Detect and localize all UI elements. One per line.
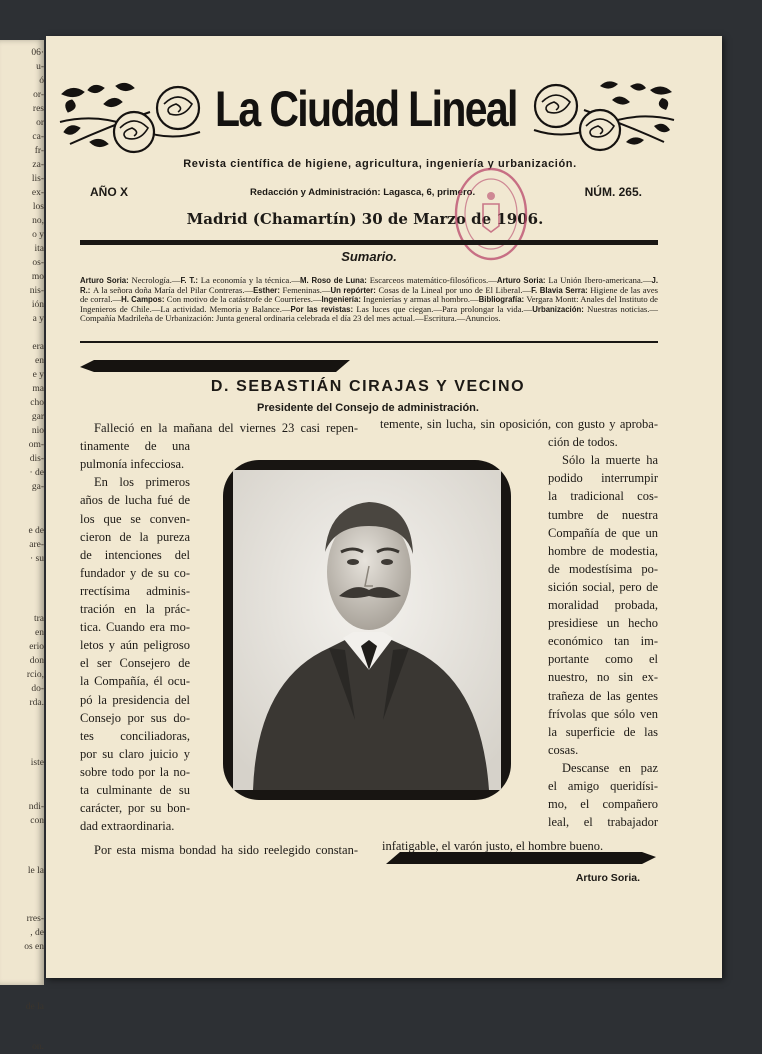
previous-page-text-fragment: nis- [29, 286, 44, 296]
article-right-line: nuestro, no sin ex- [548, 670, 658, 685]
article-right-line: la tradicional cos- [548, 489, 658, 504]
library-stamp-icon [453, 166, 529, 262]
issue-info-row [90, 183, 650, 201]
previous-page-text-fragment: os en [24, 942, 44, 952]
article-left-line: por su claro juicio y [80, 746, 190, 761]
previous-page-text-fragment: e y [32, 370, 44, 380]
issue-number: NÚM. 265. [584, 185, 642, 199]
previous-page-text-fragment: a y [32, 314, 44, 324]
previous-page-text-fragment: ma [32, 384, 44, 394]
article-left-line: años de lucha fué de [80, 493, 190, 508]
article-right-line: cosas. [548, 742, 579, 757]
article-left-line: tración en la prác- [80, 602, 190, 616]
article-left-line: dad extraordinaria. [80, 819, 175, 834]
previous-page-text-fragment: fr- [34, 146, 44, 156]
previous-page-text-fragment: iste [30, 758, 44, 768]
article-right-line: Descanse en paz [562, 760, 658, 775]
previous-page-text-fragment: gar [31, 412, 44, 422]
sumario-entry-text: La economía y la técnica.— [200, 275, 300, 285]
sumario-entry-text: Con motivo de la catástrofe de Courrieres.— [166, 294, 322, 305]
left-rose-ornament-icon [60, 82, 202, 154]
article-left-line: la Compañía, él ocu- [80, 674, 190, 689]
article-left-line: cieron de la pureza [80, 529, 190, 544]
sumario-entry-text: Vergara Montt: Anales del Instituto de Ingenieros de Chile.—La actividad. Memoria y Balance.— [80, 294, 658, 314]
article-left-line: En los primeros [94, 475, 190, 490]
article-left-line: el ser Consejero de [80, 656, 190, 671]
article-left-line: tica. Cuando era mo- [80, 620, 190, 635]
previous-page-text-fragment: nio [31, 426, 44, 436]
previous-page-text-fragment: rda. [29, 698, 44, 708]
sumario-entry-text: Femeninas.— [282, 284, 331, 295]
previous-page-text-fragment: os- [32, 258, 44, 268]
sumario-bottom-rule [80, 341, 658, 343]
sumario-author: F. Blavia Serra: [531, 285, 591, 295]
sumario-author: Por las revistas: [290, 304, 357, 314]
sumario-entry-text: A la señora doña María del Pilar Contreras.— [92, 284, 254, 295]
previous-page-text-fragment: za- [32, 160, 44, 170]
sumario-entry-text: Cosas de la Lineal por uno de El Liberal.— [378, 284, 532, 295]
article-title: D. SEBASTIÁN CIRAJAS Y VECINO [210, 378, 526, 395]
sumario-author: Arturo Soria: [496, 276, 549, 285]
previous-page-text-fragment: are- [29, 540, 44, 550]
previous-page-text-fragment: ex- [31, 188, 44, 198]
sumario-entry-text: Ingenierías y armas al hombro.— [363, 294, 479, 305]
previous-page-text-fragment: ita [34, 244, 44, 254]
masthead-title: La Ciudad Lineal [215, 81, 517, 137]
previous-page-text-fragment: ión [31, 300, 44, 310]
sumario-author: Un repórter: [330, 285, 379, 295]
sumario-author: Bibliografía: [478, 295, 527, 305]
article-right-line: Sólo la muerte ha [562, 453, 658, 468]
sumario-entry-text: Necrología.— [131, 275, 181, 285]
previous-page-text-fragment: ó [39, 76, 44, 86]
article-left-line: sobre todo por la no- [80, 764, 190, 779]
sumario-contents [80, 276, 658, 324]
previous-page-text-fragment: rres- [26, 914, 44, 924]
sumario-author: Urbanización: [532, 304, 588, 314]
header-rule [80, 240, 658, 245]
article-right-line: tumbre de nuestra [548, 507, 658, 522]
previous-page-text-fragment: en [35, 628, 44, 638]
article-left-line: tes conciliadoras, [80, 728, 190, 743]
sumario-title: Sumario. [341, 249, 397, 264]
article-left-line: carácter, por su bon- [80, 801, 190, 816]
right-rose-ornament-icon [532, 80, 674, 152]
article-left-line: Por esta misma bondad ha sido reelegido constan- [94, 843, 358, 858]
man-portrait-icon [233, 470, 501, 790]
article-left-line: los que se conven- [80, 511, 190, 526]
article-left-line: Falleció en la mañana del viernes 23 casi repen- [94, 421, 358, 435]
sumario-author: H. Campos: [121, 295, 167, 305]
sumario-author: F. T.: [180, 276, 201, 285]
previous-page-text-fragment: , de [30, 928, 44, 938]
article-right-line: podido interrumpir [548, 471, 658, 486]
article-right-line: presidiese un hecho [548, 616, 658, 631]
issue-date: Madrid (Chamartín) 30 de Marzo de 1906. [186, 210, 544, 228]
article-left-line: Consejo por sus do- [80, 710, 190, 725]
article-right-line: sición social, pero de [548, 579, 658, 594]
sumario-author: J. R.: [80, 276, 659, 295]
sumario-author: Ingeniería: [321, 295, 364, 305]
article-right-line: temente, sin lucha, sin oposición, con gusto y aproba- [380, 417, 658, 431]
article-right-line: la superficie de las [548, 724, 658, 739]
previous-page-text-fragment: ca- [32, 132, 44, 142]
article-left-line: fundador y de su co- [80, 565, 190, 580]
sumario-author: M. Roso de Luna: [299, 276, 370, 285]
previous-page-text-fragment: dis- [29, 454, 44, 464]
article-right-line: mo, el compañero [548, 797, 658, 812]
article-left-line: de intenciones del [80, 547, 190, 562]
previous-page-text-fragment: no, [32, 216, 44, 226]
previous-page-text-fragment: lis- [31, 174, 44, 184]
previous-page-text-fragment: de la [25, 1002, 44, 1012]
article-right-line: el amigo queridísi- [548, 779, 658, 793]
previous-page-text-fragment: rcio, [26, 670, 44, 680]
sumario-author: Esther: [253, 285, 283, 295]
previous-page-text-fragment: res [32, 104, 44, 114]
previous-page-text-fragment: don [29, 656, 44, 666]
previous-page-text-fragment: era [32, 342, 44, 352]
sumario-entry-text: Higiene de las aves de corral.— [80, 284, 658, 305]
article-left-line: letos y aún peligroso [80, 638, 190, 653]
previous-page-text-fragment: cho [30, 398, 44, 408]
article-right-line: moralidad probada, [548, 598, 658, 612]
article-right-line: trañeza de las gentes [548, 688, 658, 703]
article-right-line: de modestísima po- [548, 561, 658, 576]
previous-page-text-fragment: or [36, 118, 44, 128]
top-left-banner [80, 358, 350, 374]
article-right-line: ción de todos. [548, 435, 618, 450]
sumario-author: Arturo Soria: [80, 276, 132, 285]
sumario-entry-text: Las luces que ciegan.—Para prolongar la vida.— [356, 303, 533, 314]
previous-page-text-fragment: le la [27, 866, 44, 876]
article-right-line: portante como el [548, 652, 658, 667]
article-right-line: hombre de modestia, [548, 543, 658, 558]
previous-page-text-fragment: e de [28, 526, 44, 536]
article-subtitle: Presidente del Consejo de administración. [257, 402, 479, 414]
previous-page-text-fragment: 06· [31, 48, 44, 58]
sumario-entry-text: La Unión Ibero-americana.— [548, 275, 652, 285]
previous-page-text-fragment: los [32, 202, 44, 212]
previous-page-text-fragment: en [35, 356, 44, 366]
portrait-photo [233, 470, 501, 790]
previous-page-text-fragment: erio [29, 642, 44, 652]
sumario-entry-text: Nuestras noticias.—Compañía Madrileña de Urbanización: Junta general ordinaria celebrada el día 23 del mes actual.—Escritura.—Anuncios. [80, 303, 659, 324]
previous-page-text-fragment: mo [31, 272, 44, 282]
previous-page-text-fragment: u- [36, 62, 44, 72]
previous-page-text-fragment: con [30, 816, 44, 826]
previous-page-text-fragment: om- [28, 440, 44, 450]
article-left-line: pó la presidencia del [80, 692, 190, 707]
article-left-line: tinamente de una [80, 439, 190, 454]
previous-page-text-fragment: ndi- [28, 802, 44, 812]
previous-page-text-fragment: ga- [31, 482, 44, 492]
article-left-line: rrectísima adminis- [80, 583, 190, 598]
previous-page-edge [0, 40, 44, 1052]
article-right-line: Compañía de que un [548, 525, 658, 540]
editorial-address: Redacción y Administración: Lagasca, 6, primero. [250, 187, 476, 198]
article-right-line: infatigable, el varón justo, el hombre bueno. [382, 839, 604, 854]
article-left-line: pulmonía infecciosa. [80, 457, 185, 472]
previous-page-text-fragment: do- [31, 684, 44, 694]
previous-page-text-fragment: on. [32, 1042, 44, 1052]
masthead-subtitle: Revista científica de higiene, agricultura, ingeniería y urbanización. [183, 158, 577, 170]
previous-page-text-fragment: tra [33, 614, 44, 624]
sumario-entry-text: Escarceos matemático-filosóficos.— [369, 275, 497, 285]
issue-year: AÑO X [90, 185, 129, 199]
article-right-line: leal, el trabajador [548, 815, 658, 830]
previous-page-text-fragment: o y [32, 230, 44, 240]
previous-page-text-fragment: · su [30, 554, 44, 564]
article-right-line: económico tan im- [548, 634, 658, 649]
previous-page-text-fragment: or- [33, 90, 44, 100]
article-signature: Arturo Soria. [575, 872, 640, 884]
article-right-line: frívolas que sólo ven [548, 706, 658, 721]
article-left-line: ta culminante de su [80, 783, 190, 797]
previous-page-text-fragment: · de [29, 468, 44, 478]
